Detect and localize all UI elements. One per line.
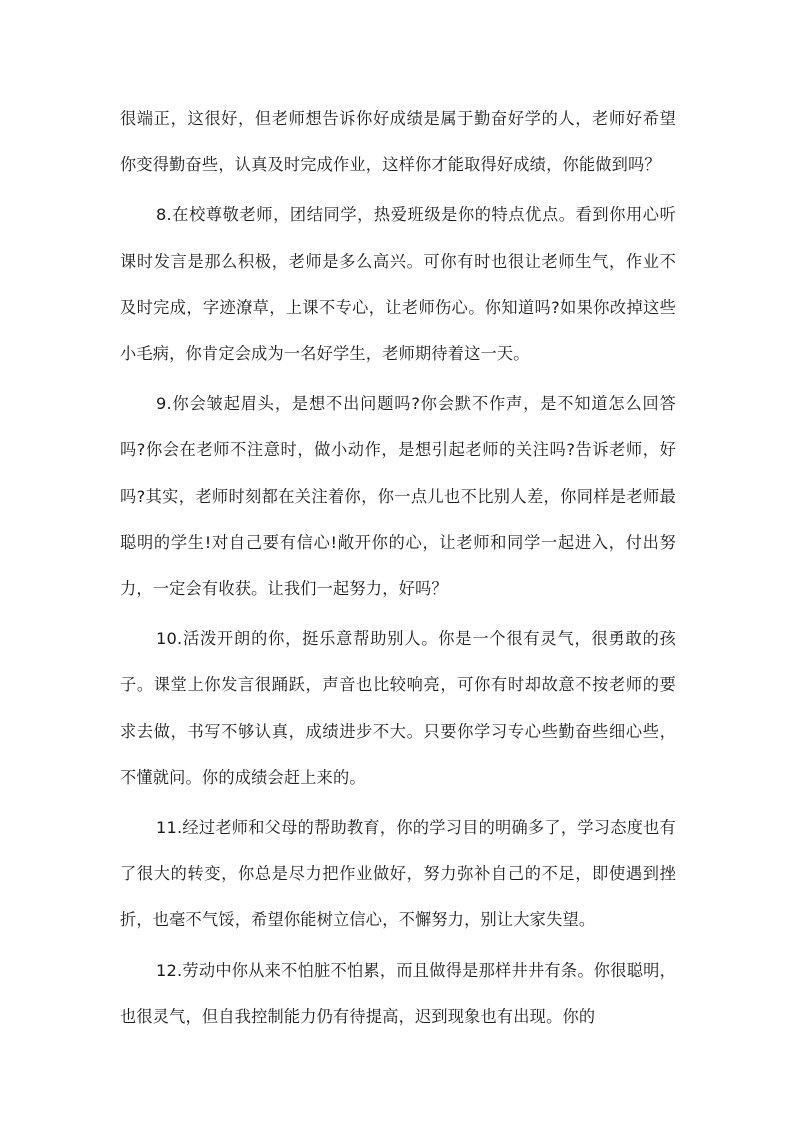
paragraph-continuation: 很端正，这很好，但老师想告诉你好成绩是属于勤奋好学的人，老师好希望你变得勤奋些，认真及时完成作业，这样你才能取得好成绩，你能做到吗？ [120,109,676,175]
paragraph-comment-9: 9.你会皱起眉头，是想不出问题吗?你会默不作声，是不知道怎么回答吗?你会在老师不注意时，做小动作，是想引起老师的关注吗?告诉老师，好吗?其实，老师时刻都在关注着你，你一点儿也不比别人差，你同样是老师最聪明的学生!对自己要有信心!敞开你的心，让老师和同学一起进入，付出努力，一定会有收获。让我们一起努力，好吗？ [120,394,676,599]
paragraph-comment-11: 11.经过老师和父母的帮助教育，你的学习目的明确多了，学习态度也有了很大的转变，你总是尽力把作业做好，努力弥补自己的不足，即使遇到挫折，也毫不气馁，希望你能树立信心，不懈努力，别让大家失望。 [120,818,676,930]
paragraph-comment-12: 12.劳动中你从来不怕脏不怕累，而且做得是那样井井有条。你很聪明，也很灵气，但自我控制能力仍有待提高，迟到现象也有出现。你的 [120,960,676,1026]
paragraph-comment-10: 10.活泼开朗的你，挺乐意帮助别人。你是一个很有灵气，很勇敢的孩子。课堂上你发言很踊跃，声音也比较响亮，可你有时却故意不按老师的要求去做，书写不够认真，成绩进步不大。只要你学习专心些勤奋些细心些，不懂就问。你的成绩会赶上来的。 [120,629,676,787]
document-body [120,96,676,1040]
paragraph-comment-8: 8.在校尊敬老师，团结同学，热爱班级是你的特点优点。看到你用心听课时发言是那么积极，老师是多么高兴。可你有时也很让老师生气，作业不及时完成，字迹潦草，上课不专心，让老师伤心。你知道吗?如果你改掉这些小毛病，你肯定会成为一名好学生，老师期待着这一天。 [120,205,676,364]
